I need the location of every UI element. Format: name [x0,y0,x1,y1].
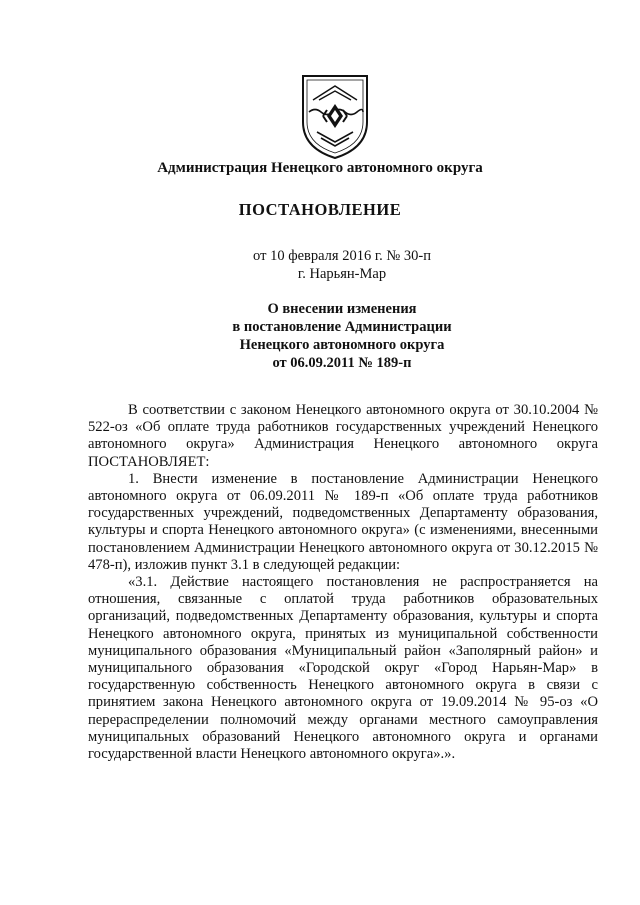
document-date-number: от 10 февраля 2016 г. № 30-п [253,248,431,264]
subject-line: от 06.09.2011 № 189-п [272,355,412,371]
document-type-title: ПОСТАНОВЛЕНИЕ [238,200,402,219]
subject-line: в постановление Администрации [232,319,452,335]
subject-line: О внесении изменения [267,301,417,317]
subject-line: Ненецкого автономного округа [239,337,445,353]
document-subject [22,300,640,372]
organization-name: Администрация Ненецкого автономного округа [157,160,483,176]
coat-of-arms-icon [299,70,371,162]
body-paragraph-item-1: 1. Внести изменение в постановление Администрации Ненецкого автономного округа от 06.09.2011 № 189-п «Об оплате труда работников государственных учреждений, подведомственных Департаменту образования, культуры и спорта Ненецкого автономного округа» (с изменениями, внесенными постановлением Администрации Ненецкого автономного округа от 30.12.2015 № 478-п), изложив пункт 3.1 в следующей редакции: [88,470,598,573]
body-paragraph-quote: «3.1. Действие настоящего постановления не распространяется на отношения, связанные с оплатой труда работников образовательных организаций, подведомственных Департаменту образования, культуры и спорта Ненецкого автономного округа, принятых из муниципальной собственности муниципального образования «Муниципальный район «Заполярный район» и муниципального образования «Городской округ «Город Нарьян-Мар» в государственную собственность Ненецкого автономного округа в связи с принятием закона Ненецкого автономного округа от 19.09.2014 № 95-оз «О перераспределении полномочий между органами местного самоуправления муниципальных образований Ненецкого автономного округа и органами государственной власти Ненецкого автономного округа».». [88,574,598,763]
document-body [88,402,598,763]
body-paragraph-preamble: В соответствии с законом Ненецкого автономного округа от 30.10.2004 № 522-оз «Об оплате труда работников государственных учреждений Ненецкого автономного округа» Администрация Ненецкого автономного округа ПОСТАНОВЛЯЕТ: [88,402,598,470]
document-city: г. Нарьян-Мар [297,266,387,282]
